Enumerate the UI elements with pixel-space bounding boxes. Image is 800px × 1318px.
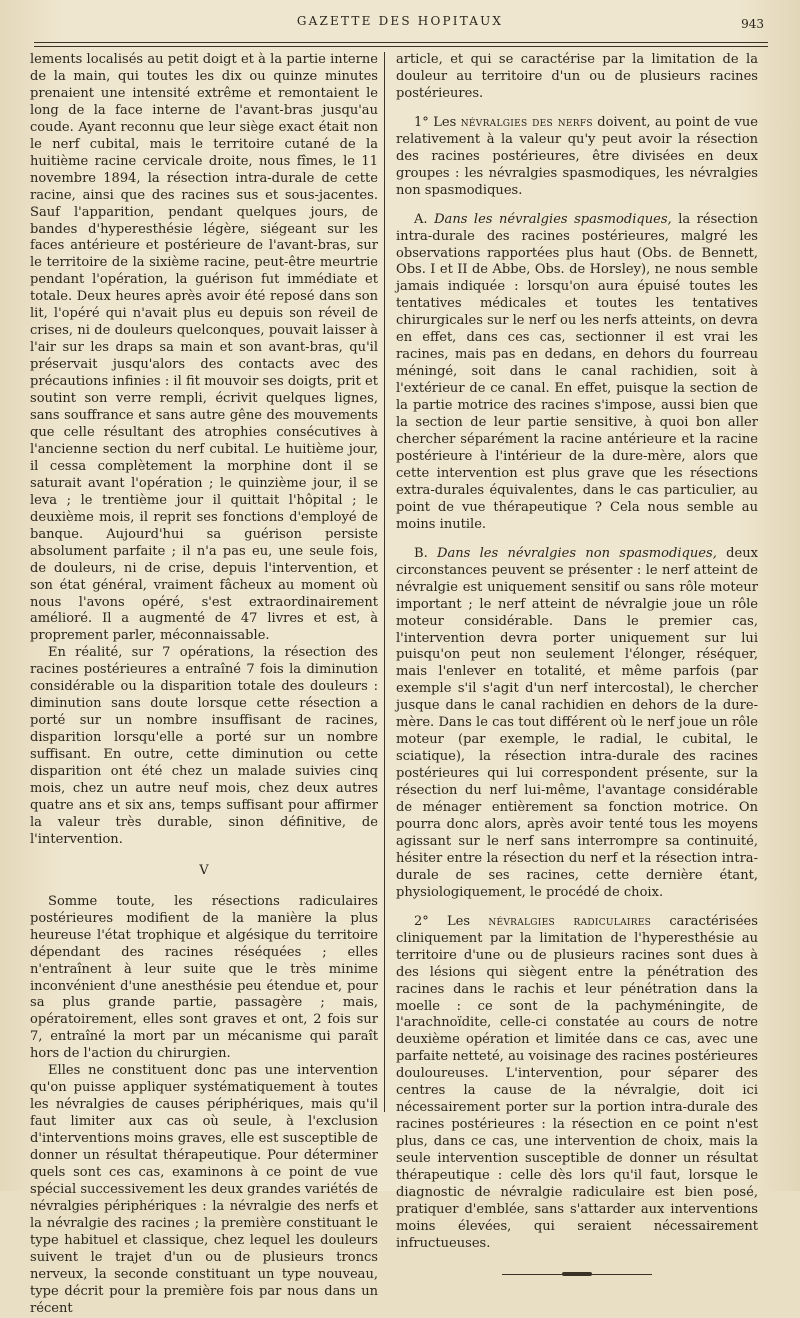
right-column bbox=[396, 52, 758, 1279]
paragraph bbox=[396, 212, 758, 534]
column-divider bbox=[384, 52, 385, 1112]
paragraph-lead: 1° Les bbox=[414, 114, 457, 130]
paragraph: Somme toute, les résections radiculaires postérieures modifient de la manière la plus heureuse l'état trophique et algésique du territoire dépendant des racines réséquées ; elles n'entraînent à leur suite que le très minime inconvénient d'une anesthésie peu étendue et, pour sa plus grande partie, passagère ; mais, opératoirement, elles sont graves et ont, 2 fois sur 7, entraîné la mort par un mécanisme qui paraît hors de l'action du chirurgien. bbox=[30, 893, 378, 1062]
end-ornament-rule bbox=[502, 1271, 652, 1279]
running-head bbox=[0, 12, 800, 34]
journal-title: GAZETTE DES HOPITAUX bbox=[296, 14, 504, 28]
paragraph-lead: B. bbox=[414, 545, 428, 561]
italic-heading: Dans les névralgies spasmodiques, bbox=[434, 211, 672, 227]
page-number: 943 bbox=[741, 17, 764, 31]
paragraph-lead: 2° Les bbox=[414, 913, 471, 929]
paragraph: article, et qui se caractérise par la limitation de la douleur au territoire d'un ou de plusieurs racines postérieures. bbox=[396, 52, 758, 101]
left-column bbox=[30, 52, 378, 1318]
paragraph-text: deux circonstances peuvent se présenter : le nerf atteint de névralgie est uniquement sensitif ou sans rôle moteur important ; le nerf atteint de névralgie joue un rôle moteur considérable. Dans le premier cas, l'intervention devra porter uniquement sur lui puisqu'on peut non seulement l'élonger, réséquer, mais l'enlever en totalité, et même parfois (par exemple s'il s'agit d'un nerf intercostal), le chercher jusque dans le canal rachidien en dehors de la dure-mère. Dans le cas tout différent où le nerf joue un rôle moteur (par exemple, le radial, le cubital, le sciatique), la résection intra-durale des racines postérieures qui lui correspondent présente, sur la résection du nerf lui-même, l'avantage considérable de ménager entièrement sa fonction motrice. On pourra donc alors, après avoir tenté tous les moyens agissant sur le nerf sans interrompre sa continuité, hésiter entre la résection du nerf et la résection intra-durale de ses racines, cette dernière étant, physiologiquement, le procédé de choix. bbox=[396, 545, 758, 900]
paragraph: lements localisés au petit doigt et à la partie interne de la main, qui toutes les dix ou quinze minutes prenaient une intensité extrême et remontaient le long de la face interne de l'avant-bras jusqu'au coude. Ayant reconnu que leur siège exact était non le nerf cubital, mais le territoire cutané de la huitième racine cervicale droite, nous fîmes, le 11 novembre 1894, la résection intra-durale de cette racine, ainsi que des racines sus et sous-jacentes. Sauf l'apparition, pendant quelques jours, de bandes d'hyperesthésie légère, siégeant sur les faces antérieure et postérieure de l'avant-bras, sur le territoire de la sixième racine, peut-être meurtrie pendant l'opération, la guérison fut immédiate et totale. Deux heures après avoir été reposé dans son lit, l'opéré qui n'avait plus eu depuis son réveil de crises, ni de douleurs quelconques, pouvait laisser à l'air sur les draps sa main et son avant-bras, qu'il préservait jusqu'alors des contacts avec des précautions infinies : il fit mouvoir ses doigts, prit et soutint son verre rempli, écrivit quelques lignes, sans souffrance et sans autre gêne des mouvements que celle résultant des atrophies consécutives à l'ancienne section du nerf cubital. Le huitième jour, il cessa complètement la morphine dont il se saturait avant l'opération ; le quinzième jour, il se leva ; le trentième jour il quittait l'hôpital ; le deuxième mois, il reprit ses fonctions d'employé de banque. Aujourd'hui sa guérison persiste absolument parfaite ; il n'a pas eu, une seule fois, de douleurs, ni de crise, depuis l'intervention, et son état général, vraiment fâcheux au moment où nous l'avons opéré, s'est extraordinairement amélioré. Il a augmenté de 47 livres et est, à proprement parler, méconnaissable. bbox=[30, 52, 378, 644]
paragraph: Elles ne constituent donc pas une intervention qu'on puisse appliquer systématiquement à toutes les névralgies de causes périphériques, mais qu'il faut limiter aux cas où seule, à l'exclusion d'interventions moins graves, elle est susceptible de donner un résultat thérapeutique. Pour déterminer quels sont ces cas, examinons à ce point de vue spécial successivement les deux grandes variétés de névralgies périphériques : la névralgie des nerfs et la névralgie des racines ; la première constituant le type habituel et classique, chez lequel les douleurs suivent le trajet d'un ou de plusieurs troncs nerveux, la seconde constituant un type nouveau, type décrit pour la première fois par nous dans un récent bbox=[30, 1063, 378, 1316]
paragraph bbox=[396, 115, 758, 200]
header-rule bbox=[34, 42, 768, 43]
section-numeral: V bbox=[199, 862, 209, 878]
paragraph bbox=[396, 914, 758, 1253]
small-caps-heading: névralgies des nerfs bbox=[460, 114, 593, 130]
italic-heading: Dans les névralgies non spasmodiques, bbox=[437, 545, 717, 561]
paragraph-lead: A. bbox=[414, 211, 428, 227]
small-caps-heading: névralgies radiculaires bbox=[488, 913, 652, 929]
header-rule-thin bbox=[34, 46, 768, 47]
paragraph-text: doivent, au point de vue relativement à la valeur qu'y peut avoir la résection des racines postérieures, être divisées en deux groupes : les névralgies spasmodiques, les névralgies non spasmodiques. bbox=[396, 114, 758, 198]
paragraph-text: la résection intra-durale des racines postérieures, malgré les observations rapportées plus haut (Obs. de Bennett, Obs. I et II de Abbe, Obs. de Horsley), ne nous semble jamais indiquée : lorsqu'on aura épuisé toutes les tentatives médicales et toutes les tentatives chirurgicales sur le nerf ou les nerfs atteints, on devra en effet, dans ces cas, sectionner il est vrai les racines, mais pas en dedans, en dehors du fourreau méningé, soit dans le canal rachidien, soit à l'extérieur de ce canal. En effet, puisque la section de la partie motrice des racines s'impose, aussi bien que la section de leur partie sensitive, à quoi bon aller chercher séparément la racine antérieure et la racine postérieure à l'intérieur de la dure-mère, alors que cette intervention est plus grave que les résections extra-durales équivalentes, dans le cas particulier, au point de vue thérapeutique ? Cela nous semble au moins inutile. bbox=[396, 211, 758, 532]
paragraph-text: caractérisées cliniquement par la limitation de l'hyperesthésie au territoire d'une ou de plusieurs racines sont dues à des lésions qui siègent entre la pénétration des racines dans le rachis et leur pénétration dans la moelle : ce sont de la pachyméningite, de l'arachnoïdite, celle-ci constatée au cours de notre deuxième opération et limitée dans ce cas, avec une parfaite netteté, au voisinage des racines postérieures douloureuses. L'intervention, pour séparer des centres la cause de la névralgie, doit ici nécessairement porter sur la portion intra-durale des racines postérieures : la résection en ce point n'est plus, dans ce cas, une intervention de choix, mais la seule intervention susceptible de donner un résultat thérapeutique : celle dès lors qu'il faut, lorsque le diagnostic de névralgie radiculaire est bien posé, pratiquer d'emblée, sans s'attarder aux interventions moins élevées, qui seraient nécessairement infructueuses. bbox=[396, 913, 758, 1251]
paragraph bbox=[396, 546, 758, 902]
paragraph: En réalité, sur 7 opérations, la résection des racines postérieures a entraîné 7 fois la diminution considérable ou la disparition totale des douleurs : diminution sans doute lorsque cette résection a porté sur un nombre insuffisant de racines, disparition lorsqu'elle a porté sur un nombre suffisant. En outre, cette diminution ou cette disparition ont été chez un malade suivies cinq mois, chez un autre neuf mois, chez deux autres quatre ans et six ans, temps suffisant pour affirmer la valeur très durable, sinon définitive, de l'intervention. bbox=[30, 645, 378, 847]
